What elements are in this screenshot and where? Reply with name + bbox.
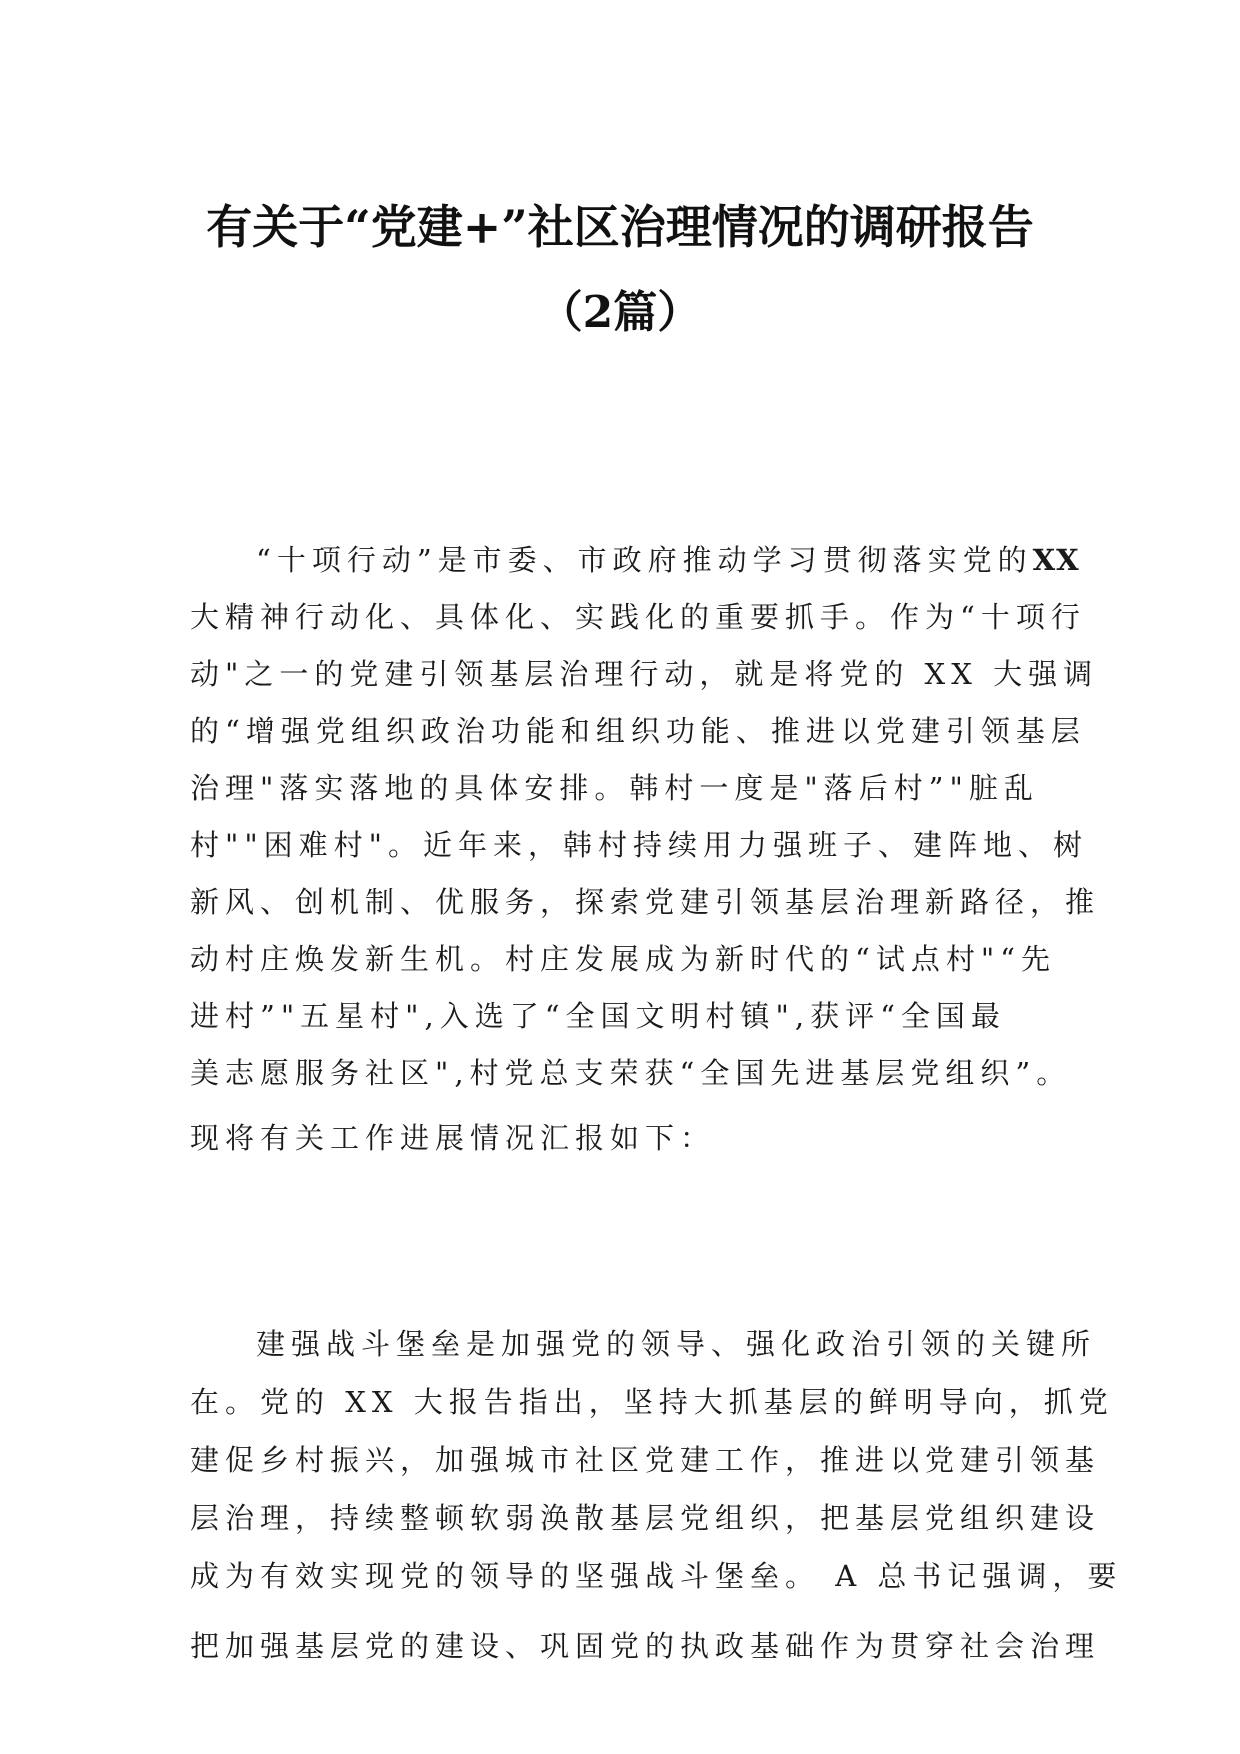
paragraph-line: 大精神行动化、具体化、实践化的重要抓手。作为“十项行 — [190, 600, 1086, 634]
paragraph-line: 层治理，持续整顿软弱涣散基层党组织，把基层党组织建设 — [190, 1501, 1101, 1535]
paragraph-line: 美志愿服务社区",村党总支荣获“全国先进基层党组织”。 — [190, 1056, 1072, 1090]
document-subtitle: （2篇） — [538, 287, 702, 338]
paragraph-line: 村""困难村"。近年来，韩村持续用力强班子、建阵地、树 — [190, 828, 1089, 862]
paragraph-line: 建促乡村振兴，加强城市社区党建工作，推进以党建引领基 — [190, 1443, 1101, 1477]
paragraph-line: 的“增强党组织政治功能和组织功能、推进以党建引领基层 — [190, 714, 1086, 748]
paragraph-line: 建强战斗堡垒是加强党的领导、强化政治引领的关键所 — [256, 1327, 1097, 1361]
paragraph-line: 进村”"五星村",入选了“全国文明村镇",获评“全国最 — [190, 999, 1006, 1033]
bold-term: XX — [1032, 543, 1080, 577]
paragraph-line: 动"之一的党建引领基层治理行动，就是将党的 XX 大强调 — [190, 657, 1099, 691]
paragraph-line: 动村庄焕发新生机。村庄发展成为新时代的“试点村"“先 — [190, 942, 1056, 976]
paragraph-line: 把加强基层党的建设、巩固党的执政基础作为贯穿社会治理 — [190, 1629, 1101, 1663]
paragraph-line: 新风、创机制、优服务，探索党建引领基层治理新路径，推 — [190, 885, 1101, 919]
paragraph-line-text: “十项行动”是市委、市政府推动学习贯彻落实党的 — [256, 543, 1033, 577]
document-title: 有关于“党建+”社区治理情况的调研报告 — [206, 200, 1034, 254]
paragraph-line: 治理"落实落地的具体安排。韩村一度是"落后村”"脏乱 — [190, 771, 1039, 805]
paragraph-line: 成为有效实现党的领导的坚强战斗堡垒。 A 总书记强调，要 — [190, 1559, 1123, 1593]
paragraph-line: 现将有关工作进展情况汇报如下： — [190, 1121, 716, 1155]
paragraph-line — [256, 538, 1080, 579]
paragraph-line: 在。党的 XX 大报告指出，坚持大抓基层的鲜明导向，抓党 — [190, 1385, 1114, 1419]
